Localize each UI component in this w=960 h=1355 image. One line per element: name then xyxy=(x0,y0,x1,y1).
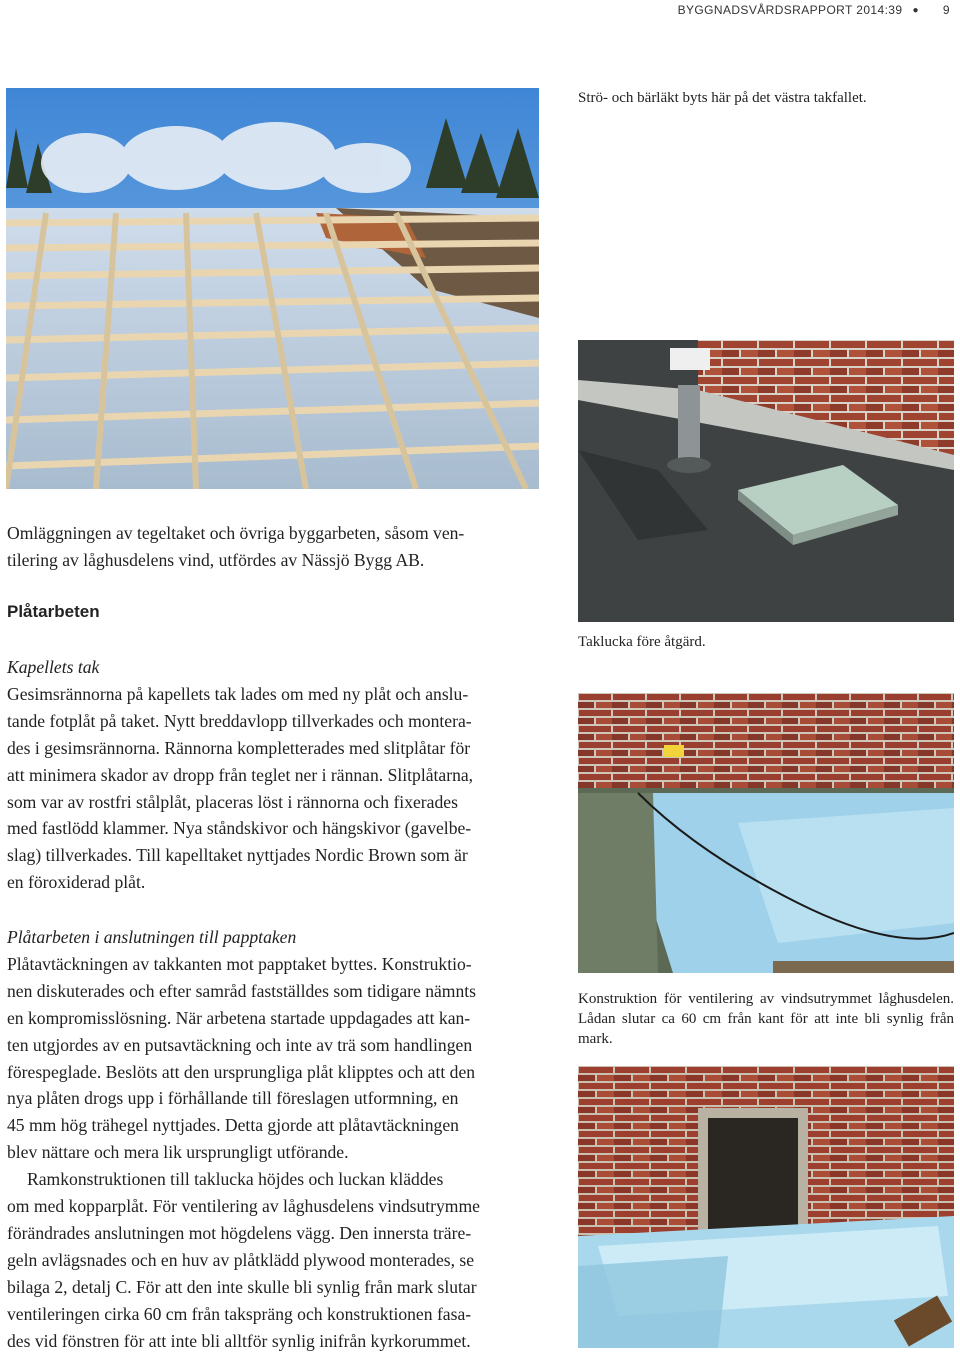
body-line: nen diskuterades och efter samråd fastställdes som tidigare nämnts xyxy=(7,980,477,1001)
body-line: Ramkonstruktionen till taklucka höjdes och luckan kläddes xyxy=(27,1169,444,1190)
body-line: Gesimsrännorna på kapellets tak lades om med ny plåt och anslu- xyxy=(7,683,469,704)
body-line: med fastlödd klammer. Nya ståndskivor och hängskivor (gavelbe- xyxy=(7,818,472,839)
running-header xyxy=(678,0,950,20)
caption-roof-battens: Strö- och bärläkt byts här på det västra takfallet. xyxy=(578,90,867,106)
body-line: 45 mm hög trähegel nyttjades. Detta gjorde att plåtavtäckningen xyxy=(7,1115,459,1136)
body-line: tande fotplåt på taket. Nytt breddavlopp tillverkades och montera- xyxy=(7,710,472,731)
body-line: förändrades anslutningen mot högdelens vägg. Den innersta träre- xyxy=(7,1222,472,1243)
body-line: nya plåten drogs upp i förhållande till föreslagen utformning, en xyxy=(7,1088,459,1109)
section-heading: Plåtarbeten xyxy=(7,602,100,621)
section-kapellets-tak xyxy=(7,654,539,896)
body-line: bilaga 2, detalj C. För att den inte skulle bli synlig från mark slutar xyxy=(7,1276,477,1297)
body-line: som var av rostfri stålplåt, placeras löst i rännorna och fixerades xyxy=(7,791,458,812)
body-line: en föroxiderad plåt. xyxy=(7,872,146,893)
section-platarbeten xyxy=(7,602,539,622)
body-line: förespeglade. Beslöts att den ursprungliga plåt klipptes och att den xyxy=(7,1061,476,1082)
vent-construction-photo xyxy=(578,693,954,973)
body-line: ten utgjordes av en putsavtäckning och inte av trä som handlingen xyxy=(7,1034,473,1055)
body-line: slag) tillverkades. Till kapelltaket nyttjades Nordic Brown som är xyxy=(7,845,468,866)
body-line: en kompromisslösning. När arbetena startade uppdagades att kan- xyxy=(7,1007,471,1028)
roof-battens-photo xyxy=(6,88,539,489)
body-line: blev nättare och mera lik ursprungligt utförande. xyxy=(7,1142,349,1163)
intro-line: tilering av låghusdelens vind, utfördes av Nässjö Bygg AB. xyxy=(7,549,425,570)
subheading-papptaken: Plåtarbeten i anslutningen till papptaken xyxy=(7,927,297,947)
body-line: geln avlägsnades och en huv av plåtklädd plywood monterades, se xyxy=(7,1249,475,1270)
caption-roof-hatch: Taklucka före åtgärd. xyxy=(578,634,706,650)
body-line: att minimera skador av dropp från teglet ner i rännan. Slitplåtarna, xyxy=(7,764,474,785)
report-title: BYGGNADSVÅRDSRAPPORT 2014:39 xyxy=(677,3,903,17)
body-line: des vid fönstren för att inte bli alltför synlig inifrån kyrkorummet. xyxy=(7,1330,471,1351)
body-line: om med kopparplåt. För ventilering av låghusdelens vindsutrymme xyxy=(7,1196,480,1217)
body-line: Plåtavtäckningen av takkanten mot papptaket byttes. Konstruktio- xyxy=(7,953,472,974)
bullet-separator: ● xyxy=(912,4,919,16)
subheading-kapellets-tak: Kapellets tak xyxy=(7,657,100,677)
page-number: 9 xyxy=(942,3,950,17)
intro-line: Omläggningen av tegeltaket och övriga byggarbeten, såsom ven- xyxy=(7,523,465,543)
intro-paragraph xyxy=(7,520,539,574)
roof-hatch-photo xyxy=(578,340,954,622)
window-plastic-photo xyxy=(578,1066,954,1348)
body-line: des i gesimsrännorna. Rännorna kompletterades med slitplåtar för xyxy=(7,737,471,758)
caption-vent: Konstruktion för ventilering av vindsutrymmet låghusdelen. Lådan slutar ca 60 cm från kant för att inte bli synlig från mark. xyxy=(578,991,954,1047)
body-line: ventileringen cirka 60 cm från takspräng och konstruktionen fasa- xyxy=(7,1303,472,1324)
section-papptaken xyxy=(7,924,539,1355)
